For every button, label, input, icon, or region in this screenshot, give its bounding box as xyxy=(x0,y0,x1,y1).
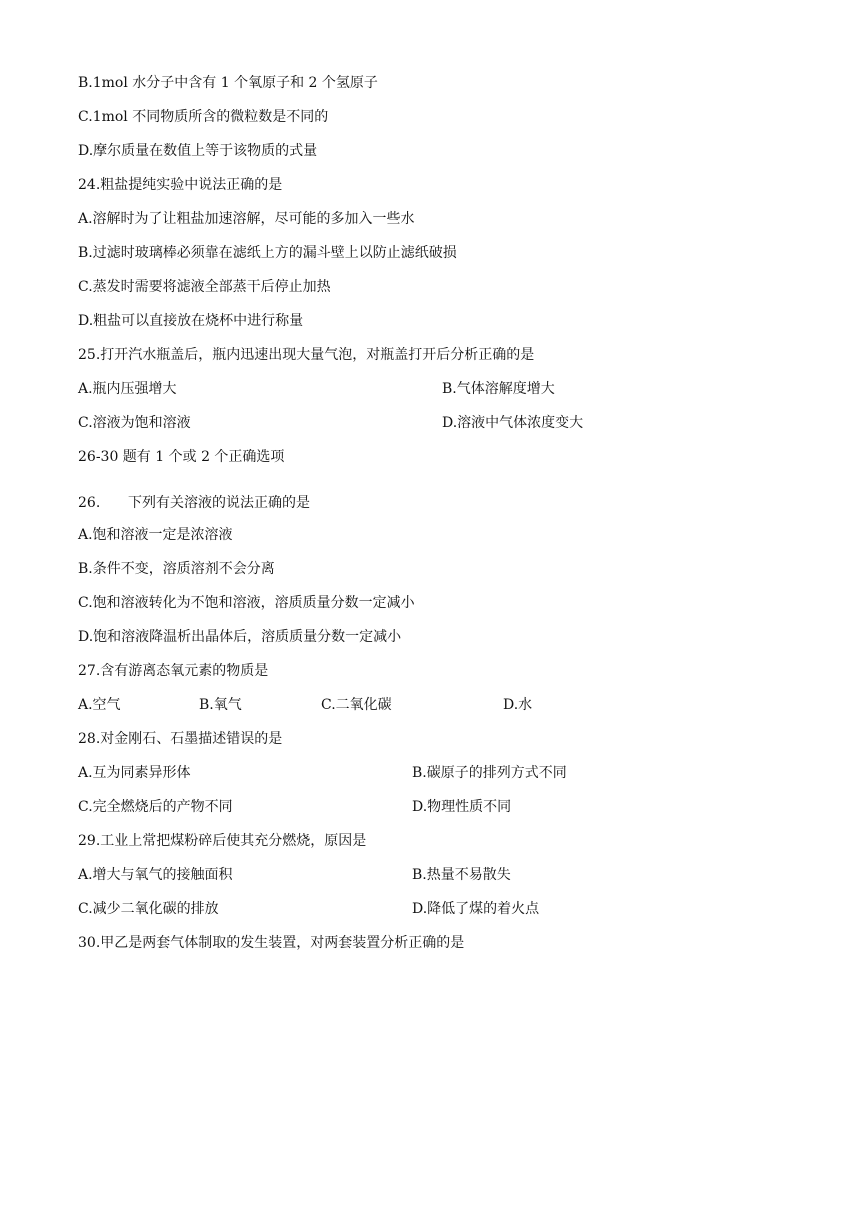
q28-option-c: C.完全燃烧后的产物不同 xyxy=(78,799,233,815)
q28-option-b: B.碳原子的排列方式不同 xyxy=(412,765,567,781)
q28-stem: 28.对金刚石、石墨描述错误的是 xyxy=(78,731,283,747)
q25-option-d: D.溶液中气体浓度变大 xyxy=(442,415,584,431)
q25-option-c: C.溶液为饱和溶液 xyxy=(78,415,191,431)
section-note: 26-30 题有 1 个或 2 个正确选项 xyxy=(78,449,285,465)
q24-option-b: B.过滤时玻璃棒必须靠在滤纸上方的漏斗壁上以防止滤纸破损 xyxy=(78,245,457,261)
q24-option-c: C.蒸发时需要将滤液全部蒸干后停止加热 xyxy=(78,279,331,295)
q24-option-d: D.粗盐可以直接放在烧杯中进行称量 xyxy=(78,313,304,329)
q25-stem: 25.打开汽水瓶盖后，瓶内迅速出现大量气泡，对瓶盖打开后分析正确的是 xyxy=(78,347,535,363)
q26-option-c: C.饱和溶液转化为不饱和溶液，溶质质量分数一定减小 xyxy=(78,595,415,611)
q29-stem: 29.工业上常把煤粉碎后使其充分燃烧，原因是 xyxy=(78,833,367,849)
q27-stem: 27.含有游离态氧元素的物质是 xyxy=(78,663,269,679)
q29-option-d: D.降低了煤的着火点 xyxy=(412,901,540,917)
q23-option-b: B.1mol 水分子中含有 1 个氧原子和 2 个氢原子 xyxy=(78,75,378,91)
q26-option-d: D.饱和溶液降温析出晶体后，溶质质量分数一定减小 xyxy=(78,629,402,645)
q29-option-b: B.热量不易散失 xyxy=(412,867,511,883)
q23-option-d: D.摩尔质量在数值上等于该物质的式量 xyxy=(78,143,318,159)
q26-number: 26. xyxy=(78,495,101,511)
q27-option-c: C.二氧化碳 xyxy=(321,697,392,713)
q26-option-a: A.饱和溶液一定是浓溶液 xyxy=(78,527,233,543)
q27-option-d: D.水 xyxy=(503,697,533,713)
q23-option-c: C.1mol 不同物质所含的微粒数是不同的 xyxy=(78,109,329,125)
q26-stem: 下列有关溶液的说法正确的是 xyxy=(128,495,310,511)
q27-option-a: A.空气 xyxy=(78,697,121,713)
q30-stem: 30.甲乙是两套气体制取的发生装置，对两套装置分析正确的是 xyxy=(78,935,465,951)
q29-option-a: A.增大与氧气的接触面积 xyxy=(78,867,233,883)
q28-option-a: A.互为同素异形体 xyxy=(78,765,191,781)
q29-option-c: C.减少二氧化碳的排放 xyxy=(78,901,219,917)
q27-option-b: B.氧气 xyxy=(199,697,242,713)
q25-option-a: A.瓶内压强增大 xyxy=(78,381,177,397)
q24-option-a: A.溶解时为了让粗盐加速溶解，尽可能的多加入一些水 xyxy=(78,211,415,227)
q28-option-d: D.物理性质不同 xyxy=(412,799,512,815)
q24-stem: 24.粗盐提纯实验中说法正确的是 xyxy=(78,177,283,193)
q25-option-b: B.气体溶解度增大 xyxy=(442,381,555,397)
q26-option-b: B.条件不变，溶质溶剂不会分离 xyxy=(78,561,275,577)
